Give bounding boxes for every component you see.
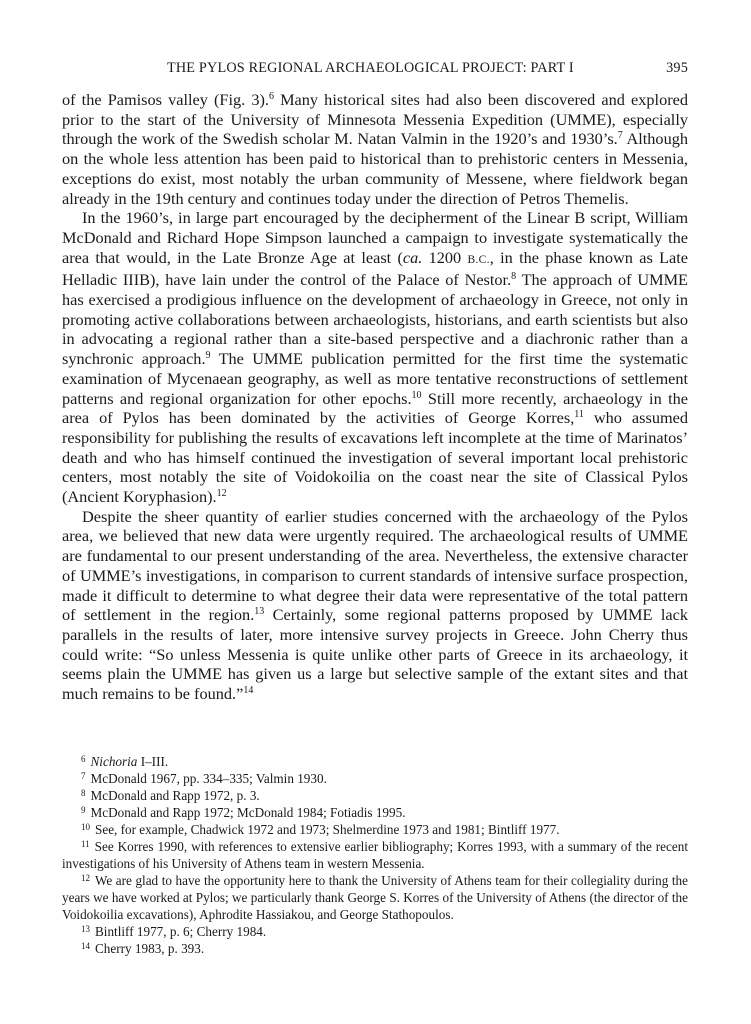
text-run: Although on the whole less attention has been paid to historical than to prehistoric centers in Messenia, exceptions do exist, most notably the urban community of Messene, where fieldwork began already in the 19th century and continues today under the direction of Petros Themelis. [62,129,688,208]
footnote-italic: Nichoria [90,754,138,769]
italic-ca: ca. [402,247,423,267]
footnote-ref[interactable]: 14 [243,685,254,697]
footnote-number: 14 [81,941,90,951]
footnote-12 [62,872,688,923]
footnote-ref[interactable]: 10 [411,389,422,401]
page-number: 395 [666,60,688,76]
footnote-number: 6 [81,754,86,764]
text-run: 1200 [422,247,468,267]
footnote-ref[interactable]: 9 [205,350,211,362]
footnote-6 [62,753,688,770]
footnotes [62,753,688,957]
footnote-text: See, for example, Chadwick 1972 and 1973; Shelmerdine 1973 and 1981; Bintliff 1977. [95,822,560,837]
text-run: In the 1960’s, in large part encouraged by the decipherment of the Linear B script, William McDonald and Richard Hope Simpson launched a campaign to investigate systematically the area that would, in the Late Bronze Age at least ( [62,208,688,267]
footnote-text: Cherry 1983, p. 393. [95,941,205,956]
footnote-text: See Korres 1990, with references to extensive earlier bibliography; Korres 1993, with a summary of the recent investigations of his University of Athens team in western Messenia. [62,839,688,871]
text-run: who assumed responsibility for publishing the results of excavations left incomplete at the time of Marinatos’ death and who has himself continued the investigation of several important local prehistoric centers, most notably the site of Voidokoilia on the coast near the site of Classical Pylos (Ancient Koryphasion). [62,408,688,507]
text-run: Despite the sheer quantity of earlier studies concerned with the archaeology of the Pylos area, we believed that new data were urgently required. The archaeological results of UMME are fundamental to our present understanding of the area. Nevertheless, the extensive character of UMME’s investigations, in comparison to current standards of intensive surface prospection, made it difficult to determine to what degree their data were representative of the total pattern of settlement in the region. [62,506,688,625]
footnote-number: 10 [81,822,90,832]
footnote-text: I–III. [137,754,169,769]
footnote-ref[interactable]: 8 [511,271,517,283]
footnote-text: McDonald and Rapp 1972, p. 3. [90,788,260,803]
footnote-ref[interactable]: 6 [268,91,274,102]
paragraph-1 [62,90,688,208]
footnote-text: We are glad to have the opportunity here to thank the University of Athens team for their collegiality during the years we have worked at Pylos; we particularly thank George S. Korres of the University of Athens (the director of the Voidokoilia excavations), Aphrodite Hassiakou, and George Stathopoulos. [62,873,688,922]
footnote-number: 13 [81,924,90,934]
footnote-number: 7 [81,771,86,781]
paragraph-2 [62,208,688,507]
small-caps-bc: B.C. [467,253,490,266]
text-run: Certainly, some regional patterns proposed by UMME lack parallels in the results of later, more intensive survey projects in Greece. John Cherry thus could write: “So unless Messenia is quite unlike other parts of Greece in its archaeology, it seems plain the UMME has given us a large but selective sample of the extant sites and that much remains to be found.” [62,605,688,704]
paragraph-3 [62,507,688,704]
footnote-number: 11 [81,839,90,849]
footnote-7 [62,770,688,787]
footnote-number: 8 [81,788,86,798]
footnote-text: McDonald 1967, pp. 334–335; Valmin 1930. [90,771,327,786]
footnote-13 [62,923,688,940]
footnote-text: Bintliff 1977, p. 6; Cherry 1984. [95,924,267,939]
text-run: , in the phase known as Late Helladic IIIB), have lain under the control of the Palace of Nestor. [62,247,689,290]
footnote-ref[interactable]: 12 [216,488,227,500]
text-run: Many historical sites had also been discovered and explored prior to the start of the University of Minnesota Messenia Expedition (UMME), especially through the work of the Swedish scholar M. Natan Valmin in the 1920’s and 1930’s. [62,90,688,149]
footnote-14 [62,940,688,957]
footnote-number: 9 [81,805,86,815]
running-title: THE PYLOS REGIONAL ARCHAEOLOGICAL PROJECT: PART I [167,60,574,76]
footnote-text: McDonald and Rapp 1972; McDonald 1984; Fotiadis 1995. [90,805,406,820]
main-text [62,90,688,704]
footnote-9 [62,804,688,821]
footnote-11 [62,838,688,872]
footnote-ref[interactable]: 11 [574,409,584,421]
footnote-8 [62,787,688,804]
text-run: The approach of UMME has exercised a prodigious influence on the development of archaeology in Greece, not only in promoting active collaborations between archaeologists, historians, and earth scientists but also in advocating a regional rather than a site-based perspective and a diachronic rather than a synchronic approach. [62,270,688,369]
footnote-ref[interactable]: 7 [617,130,623,142]
footnote-10 [62,821,688,838]
text-run: of the Pamisos valley (Fig. 3). [62,90,269,109]
text-run: Still more recently, archaeology in the area of Pylos has been dominated by the activities of George Korres, [62,388,688,428]
footnote-number: 12 [81,873,90,883]
footnote-ref[interactable]: 13 [254,606,265,618]
text-run: The UMME publication permitted for the first time the systematic examination of Mycenaean geography, as well as more tentative reconstructions of settlement patterns and regional organization for other epochs. [62,349,688,408]
